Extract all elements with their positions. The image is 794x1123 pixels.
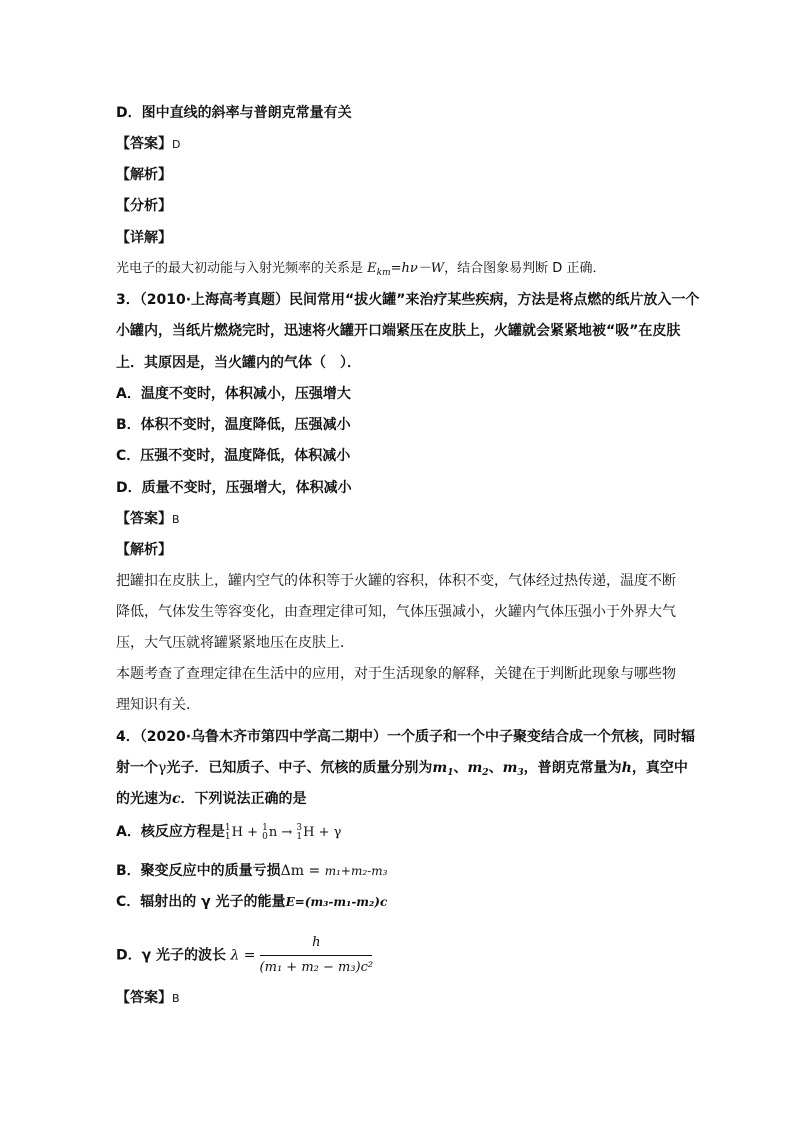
q3-option-a: A．温度不变时，体积减小，压强增大 xyxy=(116,386,351,402)
nuclear-equation: 1 1 H + 1 0 n → 3 1 H + γ xyxy=(224,822,342,842)
q3-option-c: C．压强不变时，温度降低，体积减小 xyxy=(116,448,351,464)
q3-stem-line1: 3．（2010·上海高考真题）民间常用“拔火罐”来治疗某些疾病，方法是将点燃的纸片放入一个 xyxy=(116,292,700,308)
mass-defect-expr: m₁+m₂-m₃ xyxy=(324,864,388,878)
light-speed-c: c xyxy=(172,791,181,807)
answer-tag: 【答案】 xyxy=(116,511,172,527)
mass-m2: $m_2$ xyxy=(467,760,489,778)
q3-exp-line5: 理知识有关． xyxy=(116,697,200,713)
ekm-symbol: $E_{km}$ xyxy=(367,261,391,278)
planck-h: h xyxy=(621,760,632,776)
q4-stem-line1: 4．（2020·乌鲁木齐市第四中学高二期中）一个质子和一个中子聚变结合成一个氘核，同时辐 xyxy=(116,729,696,745)
q2-answer xyxy=(116,134,180,155)
q3-analysis-tag: 【解析】 xyxy=(116,542,172,558)
mass-m3: $m_3$ xyxy=(502,760,524,778)
q3-stem-line3: 上．其原因是，当火罐内的气体（ ）． xyxy=(116,355,361,371)
explain-pre: 光电子的最大初动能与入射光频率的关系是 xyxy=(116,261,368,276)
wavelength-fraction: $\frac{h}{\text{(m₁ + m₂ − m₃)c²}}$ xyxy=(259,935,374,975)
energy-expr: E=(m₃-m₁-m₂)c xyxy=(285,895,388,909)
q2-xiangjie-tag: 【详解】 xyxy=(116,230,172,246)
q3-exp-line2: 降低，气体发生等容变化，由查理定律可知，气体压强减小，火罐内气体压强小于外界大气 xyxy=(116,604,676,620)
q4-option-c: C．辐射出的 γ 光子的能量E=(m₃-m₁-m₂)c xyxy=(116,894,388,910)
answer-value: B xyxy=(172,992,180,1005)
gamma-symbol: γ xyxy=(158,760,167,776)
explain-post: ，结合图象易判断 D 正确． xyxy=(444,261,606,276)
explain-formula: =hν－W xyxy=(390,261,445,276)
lambda-symbol: λ = xyxy=(230,947,256,964)
answer-tag: 【答案】 xyxy=(116,136,172,152)
mass-m1: $m_1$ xyxy=(432,760,454,778)
q4-option-a: A．核反应方程是 1 1 H + 1 0 n → 3 1 H + γ xyxy=(116,822,342,842)
q2-analysis-tag: 【解析】 xyxy=(116,167,172,183)
q3-exp-line3: 压，大气压就将罐紧紧地压在皮肤上． xyxy=(116,635,354,651)
q4-stem-line3: 的光速为c．下列说法正确的是 xyxy=(116,791,307,807)
q4-option-b: B．聚变反应中的质量亏损Δm = m₁+m₂-m₃ xyxy=(116,863,388,879)
q3-answer xyxy=(116,509,180,530)
q3-option-b: B．体积不变时，温度降低，压强减小 xyxy=(116,417,351,433)
q3-exp-line4: 本题考查了查理定律在生活中的应用，对于生活现象的解释，关键在于判断此现象与哪些物 xyxy=(116,666,676,682)
q4-option-d: D．γ 光子的波长 λ = $\frac{h}{\text{(m₁ + m₂ − m₃)c²}}$ xyxy=(116,933,373,978)
q4-stem-line2: 射一个γ光子．已知质子、中子、氘核的质量分别为$m_1$、$m_2$、$m_3$，普朗克常量为h，真空中 xyxy=(116,760,688,778)
q2-fenxi-tag: 【分析】 xyxy=(116,198,172,214)
q4-answer xyxy=(116,988,180,1009)
answer-value: B xyxy=(172,513,180,526)
answer-value: D xyxy=(172,138,181,151)
answer-tag: 【答案】 xyxy=(116,990,172,1006)
q3-stem-line2: 小罐内，当纸片燃烧完时，迅速将火罐开口端紧压在皮肤上，火罐就会紧紧地被“吸”在皮肤 xyxy=(116,323,681,339)
q2-explanation xyxy=(116,259,605,279)
q3-option-d: D．质量不变时，压强增大，体积减小 xyxy=(116,480,352,496)
delta-m: Δm = xyxy=(280,863,325,879)
q2-option-d: D．图中直线的斜率与普朗克常量有关 xyxy=(116,105,352,121)
q3-exp-line1: 把罐扣在皮肤上，罐内空气的体积等于火罐的容积，体积不变，气体经过热传递，温度不断 xyxy=(116,573,676,589)
